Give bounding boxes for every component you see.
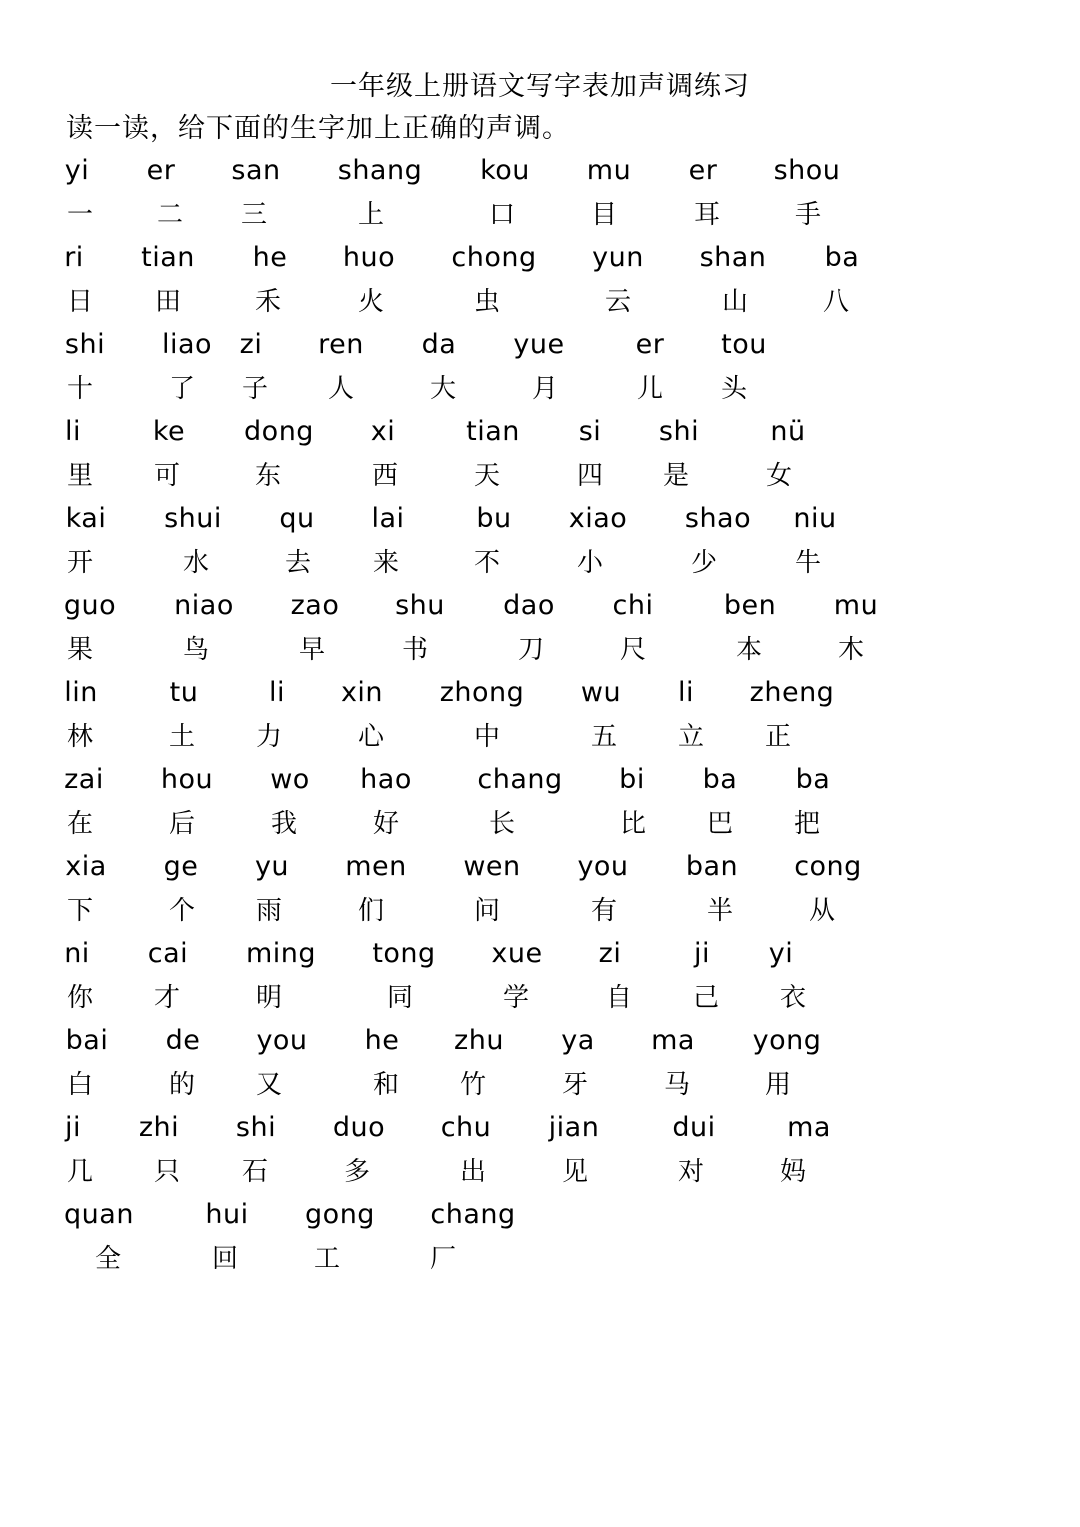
hanzi-character: 去 [284, 548, 312, 578]
hanzi-character: 刀 [517, 635, 545, 665]
hanzi-character: 大 [429, 374, 457, 404]
hanzi-character: 儿 [636, 374, 664, 404]
pinyin-label: mu [833, 590, 879, 621]
hanzi-character: 西 [371, 461, 399, 491]
pinyin-label: hui [205, 1199, 249, 1230]
pinyin-label: shao [684, 503, 752, 534]
hanzi-character: 半 [706, 896, 734, 926]
hanzi-character: 在 [66, 809, 94, 839]
hanzi-character: 对 [677, 1157, 705, 1187]
pinyin-label: kou [480, 155, 530, 186]
pinyin-label: ben [723, 590, 777, 621]
pinyin-label: da [421, 329, 457, 360]
pinyin-label: qu [279, 503, 315, 534]
hanzi-character: 长 [488, 809, 516, 839]
pinyin-label: shui [164, 503, 222, 534]
hanzi-character: 五 [590, 722, 618, 752]
hanzi-character: 工 [313, 1244, 341, 1274]
pinyin-label: ya [561, 1025, 595, 1056]
hanzi-character: 个 [168, 896, 196, 926]
hanzi-character: 竹 [459, 1070, 487, 1100]
pinyin-label: shi [64, 329, 106, 360]
pinyin-label: quan [64, 1199, 134, 1230]
pinyin-label: you [577, 851, 629, 882]
hanzi-character: 云 [604, 287, 632, 317]
hanzi-character: 土 [168, 722, 196, 752]
pinyin-label: tou [721, 329, 767, 360]
hanzi-character: 书 [401, 635, 429, 665]
hanzi-character: 白 [66, 1070, 94, 1100]
hanzi-character: 了 [168, 374, 196, 404]
hanzi-character: 和 [372, 1070, 400, 1100]
hanzi-character: 学 [502, 983, 530, 1013]
hanzi-character: 小 [576, 548, 604, 578]
hanzi-character: 下 [66, 896, 94, 926]
hanzi-character: 田 [154, 287, 182, 317]
hanzi-character: 正 [764, 722, 792, 752]
pinyin-label: chu [440, 1112, 492, 1143]
pinyin-label: men [345, 851, 407, 882]
pinyin-label: shang [337, 155, 423, 186]
pinyin-label: er [146, 155, 176, 186]
pinyin-label: ba [702, 764, 738, 795]
pinyin-label: duo [332, 1112, 386, 1143]
hanzi-character: 日 [66, 287, 94, 317]
pinyin-label: de [165, 1025, 201, 1056]
pinyin-label: cong [794, 851, 862, 882]
hanzi-character: 我 [270, 809, 298, 839]
pinyin-label: yu [254, 851, 290, 882]
hanzi-character: 厂 [429, 1244, 457, 1274]
hanzi-character: 巴 [706, 809, 734, 839]
pinyin-label: niu [793, 503, 837, 534]
pinyin-label: kai [65, 503, 107, 534]
pinyin-label: gong [305, 1199, 375, 1230]
pinyin-label: yue [513, 329, 565, 360]
hanzi-character: 好 [372, 809, 400, 839]
hanzi-character: 有 [590, 896, 618, 926]
hanzi-character: 果 [66, 635, 94, 665]
hanzi-character: 自 [605, 983, 633, 1013]
hanzi-character: 虫 [473, 287, 501, 317]
hanzi-character: 衣 [779, 983, 807, 1013]
hanzi-character: 一 [66, 200, 94, 230]
pinyin-label: tian [466, 416, 520, 447]
pinyin-label: zao [290, 590, 340, 621]
hanzi-character: 八 [822, 287, 850, 317]
hanzi-character: 水 [182, 548, 210, 578]
hanzi-character: 石 [241, 1157, 269, 1187]
hanzi-character: 女 [765, 461, 793, 491]
hanzi-character: 口 [488, 200, 516, 230]
hanzi-character: 东 [254, 461, 282, 491]
pinyin-label: yi [768, 938, 794, 969]
pinyin-label: ming [245, 938, 317, 969]
hanzi-character: 回 [211, 1244, 239, 1274]
hanzi-character: 多 [343, 1157, 371, 1187]
hanzi-character: 雨 [255, 896, 283, 926]
hanzi-character: 天 [473, 461, 501, 491]
pinyin-label: zai [64, 764, 104, 795]
pinyin-label: ji [64, 1112, 82, 1143]
hanzi-character: 全 [94, 1244, 122, 1274]
pinyin-label: yi [64, 155, 90, 186]
hanzi-character: 几 [66, 1157, 94, 1187]
hanzi-character: 山 [721, 287, 749, 317]
hanzi-character: 出 [459, 1157, 487, 1187]
pinyin-label: shu [395, 590, 445, 621]
pinyin-label: xue [491, 938, 543, 969]
pinyin-label: li [677, 677, 695, 708]
pinyin-label: wu [580, 677, 622, 708]
hanzi-character: 早 [298, 635, 326, 665]
pinyin-label: bi [619, 764, 645, 795]
pinyin-label: bai [65, 1025, 109, 1056]
hanzi-character: 只 [153, 1157, 181, 1187]
hanzi-character: 心 [357, 722, 385, 752]
hanzi-character: 少 [690, 548, 718, 578]
pinyin-label: xi [370, 416, 396, 447]
pinyin-label: ban [685, 851, 739, 882]
pinyin-label: xia [65, 851, 107, 882]
hanzi-character: 从 [808, 896, 836, 926]
pinyin-label: ke [152, 416, 186, 447]
pinyin-label: liao [161, 329, 213, 360]
pinyin-label: dui [672, 1112, 716, 1143]
pinyin-label: xiao [568, 503, 628, 534]
pinyin-label: bu [476, 503, 512, 534]
pinyin-label: li [64, 416, 82, 447]
pinyin-label: lin [64, 677, 98, 708]
pinyin-label: nü [770, 416, 806, 447]
hanzi-character: 们 [357, 896, 385, 926]
pinyin-label: ri [64, 242, 84, 273]
pinyin-label: zhi [138, 1112, 180, 1143]
pinyin-label: tong [372, 938, 436, 969]
pinyin-label: dao [503, 590, 555, 621]
hanzi-character: 己 [692, 983, 720, 1013]
hanzi-character: 见 [561, 1157, 589, 1187]
hanzi-character: 开 [66, 548, 94, 578]
instruction-text: 读一读，给下面的生字加上正确的声调。 [66, 113, 570, 144]
hanzi-character: 的 [168, 1070, 196, 1100]
pinyin-label: ma [651, 1025, 695, 1056]
pinyin-label: zi [239, 329, 263, 360]
pinyin-label: san [231, 155, 281, 186]
pinyin-label: si [578, 416, 602, 447]
pinyin-label: yong [752, 1025, 822, 1056]
hanzi-character: 同 [386, 983, 414, 1013]
pinyin-label: er [688, 155, 718, 186]
pinyin-label: guo [63, 590, 117, 621]
hanzi-character: 头 [720, 374, 748, 404]
hanzi-character: 牙 [561, 1070, 589, 1100]
hanzi-character: 马 [663, 1070, 691, 1100]
hanzi-character: 月 [531, 374, 559, 404]
pinyin-label: he [252, 242, 288, 273]
hanzi-character: 十 [66, 374, 94, 404]
pinyin-label: chi [612, 590, 654, 621]
hanzi-character: 林 [66, 722, 94, 752]
hanzi-character: 妈 [779, 1157, 807, 1187]
hanzi-character: 人 [327, 374, 355, 404]
pinyin-label: cai [147, 938, 189, 969]
pinyin-label: ge [163, 851, 199, 882]
hanzi-character: 明 [255, 983, 283, 1013]
hanzi-character: 四 [576, 461, 604, 491]
hanzi-character: 本 [735, 635, 763, 665]
hanzi-character: 尺 [619, 635, 647, 665]
pinyin-label: ni [64, 938, 90, 969]
pinyin-label: li [268, 677, 286, 708]
hanzi-character: 耳 [693, 200, 721, 230]
pinyin-label: chong [451, 242, 537, 273]
hanzi-character: 可 [153, 461, 181, 491]
pinyin-label: hou [160, 764, 214, 795]
pinyin-label: you [256, 1025, 308, 1056]
pinyin-label: ba [795, 764, 831, 795]
hanzi-character: 木 [837, 635, 865, 665]
hanzi-character: 三 [240, 200, 268, 230]
hanzi-character: 才 [153, 983, 181, 1013]
pinyin-label: er [635, 329, 665, 360]
hanzi-character: 是 [662, 461, 690, 491]
pinyin-label: ma [787, 1112, 831, 1143]
hanzi-character: 不 [473, 548, 501, 578]
pinyin-label: ji [693, 938, 711, 969]
pinyin-label: huo [342, 242, 396, 273]
hanzi-character: 来 [372, 548, 400, 578]
hanzi-character: 你 [66, 983, 94, 1013]
hanzi-character: 目 [590, 200, 618, 230]
pinyin-label: lai [371, 503, 405, 534]
pinyin-label: ren [318, 329, 364, 360]
pinyin-label: zhu [454, 1025, 504, 1056]
hanzi-character: 问 [473, 896, 501, 926]
pinyin-label: chang [430, 1199, 516, 1230]
hanzi-character: 手 [794, 200, 822, 230]
pinyin-label: yun [592, 242, 644, 273]
pinyin-label: tu [169, 677, 199, 708]
pinyin-label: hao [360, 764, 412, 795]
hanzi-character: 比 [619, 809, 647, 839]
hanzi-character: 立 [677, 722, 705, 752]
page-title: 一年级上册语文写字表加声调练习 [330, 71, 750, 102]
pinyin-label: niao [174, 590, 234, 621]
pinyin-label: zheng [749, 677, 835, 708]
hanzi-character: 里 [66, 461, 94, 491]
hanzi-character: 鸟 [182, 635, 210, 665]
pinyin-label: wo [270, 764, 310, 795]
hanzi-character: 力 [255, 722, 283, 752]
pinyin-label: dong [244, 416, 314, 447]
pinyin-label: ba [824, 242, 860, 273]
pinyin-label: shou [773, 155, 841, 186]
hanzi-character: 子 [241, 374, 269, 404]
hanzi-character: 禾 [254, 287, 282, 317]
pinyin-label: shi [658, 416, 700, 447]
hanzi-character: 后 [168, 809, 196, 839]
pinyin-label: he [364, 1025, 400, 1056]
pinyin-label: zi [598, 938, 622, 969]
hanzi-character: 又 [255, 1070, 283, 1100]
pinyin-label: shi [235, 1112, 277, 1143]
hanzi-character: 上 [357, 200, 385, 230]
pinyin-label: chang [477, 764, 563, 795]
pinyin-label: jian [548, 1112, 600, 1143]
hanzi-character: 中 [473, 722, 501, 752]
hanzi-character: 火 [357, 287, 385, 317]
hanzi-character: 二 [156, 200, 184, 230]
hanzi-character: 用 [764, 1070, 792, 1100]
hanzi-character: 把 [793, 809, 821, 839]
pinyin-label: mu [586, 155, 632, 186]
hanzi-character: 牛 [794, 548, 822, 578]
pinyin-label: xin [340, 677, 384, 708]
pinyin-label: zhong [439, 677, 525, 708]
pinyin-label: tian [141, 242, 195, 273]
pinyin-label: shan [699, 242, 767, 273]
pinyin-label: wen [463, 851, 521, 882]
